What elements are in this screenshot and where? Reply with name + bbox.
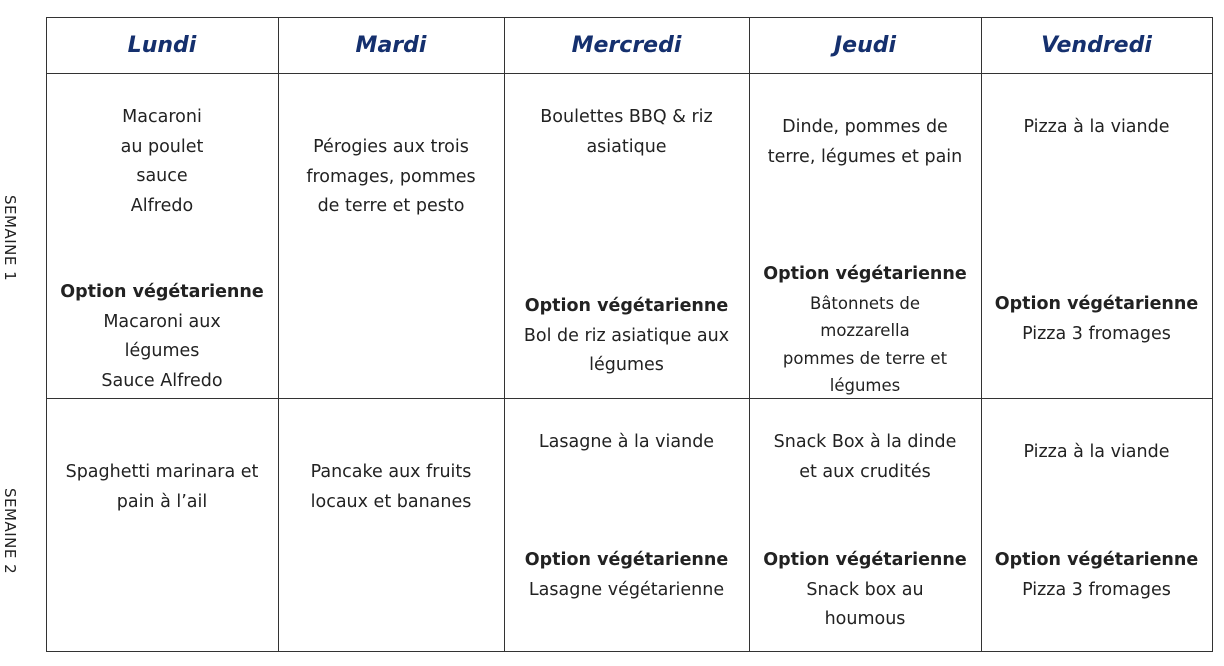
cell-week2-lundi [46, 399, 278, 651]
main-line: au poulet [120, 136, 204, 157]
day-header-lundi: Lundi [127, 32, 197, 58]
main-dish [981, 113, 1212, 143]
border-right [1212, 17, 1213, 652]
main-line: Pérogies aux trois [313, 137, 469, 157]
cell-week1-vendredi [981, 74, 1212, 398]
main-line: Spaghetti marinara et [65, 462, 259, 482]
veg-line: légumes [829, 376, 901, 395]
main-dish [504, 103, 749, 162]
veg-line: Lasagne végétarienne [528, 579, 725, 600]
veg-line: Pizza 3 fromages [1022, 579, 1171, 600]
veg-title: Option végétarienne [763, 264, 967, 284]
week-label-2: SEMAINE 2 [1, 488, 19, 575]
main-line: de terre et pesto [317, 196, 465, 216]
veg-option [749, 260, 981, 400]
veg-option [749, 546, 981, 635]
day-header-mardi: Mardi [355, 32, 427, 58]
main-line: Dinde, pommes de [782, 117, 948, 137]
main-dish [749, 113, 981, 172]
main-line: pain à l’ail [116, 491, 208, 512]
veg-title: Option végétarienne [524, 550, 729, 570]
cell-week1-jeudi [749, 74, 981, 398]
veg-title: Option végétarienne [763, 550, 967, 570]
veg-line: Snack box au [806, 579, 924, 600]
veg-line: Bol de riz asiatique aux [523, 325, 730, 346]
day-header-mercredi: Mercredi [571, 32, 682, 58]
veg-line: légumes [124, 341, 200, 361]
veg-line: légumes [589, 355, 664, 375]
veg-option [46, 278, 278, 396]
veg-line: mozzarella [820, 321, 910, 340]
veg-line: Bâtonnets de [810, 293, 920, 313]
week-label-1: SEMAINE 1 [1, 195, 19, 282]
main-dish [749, 428, 981, 487]
main-line: Pancake aux fruits [310, 462, 472, 482]
main-line: asiatique [586, 136, 667, 157]
main-line: terre, légumes et pain [767, 146, 963, 167]
veg-line: houmous [824, 609, 906, 629]
cell-week2-jeudi [749, 399, 981, 651]
main-line: Pizza à la viande [1023, 117, 1170, 137]
main-line: et aux crudités [799, 461, 931, 482]
veg-option [504, 546, 749, 605]
main-line: Snack Box à la dinde [773, 432, 957, 452]
main-line: Macaroni [122, 107, 202, 127]
border-bottom [46, 651, 1213, 652]
main-dish [981, 438, 1212, 468]
main-line: Lasagne à la viande [538, 432, 715, 452]
cell-week1-mercredi [504, 74, 749, 398]
main-line: Pizza à la viande [1023, 442, 1170, 462]
main-dish [278, 458, 504, 517]
main-line: locaux et bananes [310, 491, 472, 512]
main-dish [46, 458, 278, 517]
main-dish [278, 133, 504, 222]
veg-option [504, 292, 749, 381]
cell-week2-vendredi [981, 399, 1212, 651]
main-dish [46, 103, 278, 221]
main-line: sauce [136, 166, 188, 186]
menu-table [46, 17, 1213, 652]
cell-week2-mardi [278, 399, 504, 651]
veg-line: Macaroni aux [103, 311, 221, 332]
day-header-vendredi: Vendredi [1041, 32, 1152, 58]
veg-title: Option végétarienne [524, 296, 729, 316]
veg-line: pommes de terre et [782, 348, 948, 368]
veg-title: Option végétarienne [60, 282, 264, 302]
cell-week1-mardi [278, 74, 504, 398]
day-header-jeudi: Jeudi [833, 32, 897, 58]
cell-week2-mercredi [504, 399, 749, 651]
main-line: Boulettes BBQ & riz [540, 107, 713, 127]
veg-title: Option végétarienne [994, 550, 1199, 570]
veg-line: Sauce Alfredo [101, 370, 223, 391]
main-line: Alfredo [130, 195, 194, 216]
cell-week1-lundi [46, 74, 278, 398]
veg-option [981, 546, 1212, 605]
veg-line: Pizza 3 fromages [1022, 323, 1171, 344]
main-line: fromages, pommes [306, 166, 476, 187]
veg-option [981, 290, 1212, 349]
main-dish [504, 428, 749, 458]
veg-title: Option végétarienne [994, 294, 1199, 314]
